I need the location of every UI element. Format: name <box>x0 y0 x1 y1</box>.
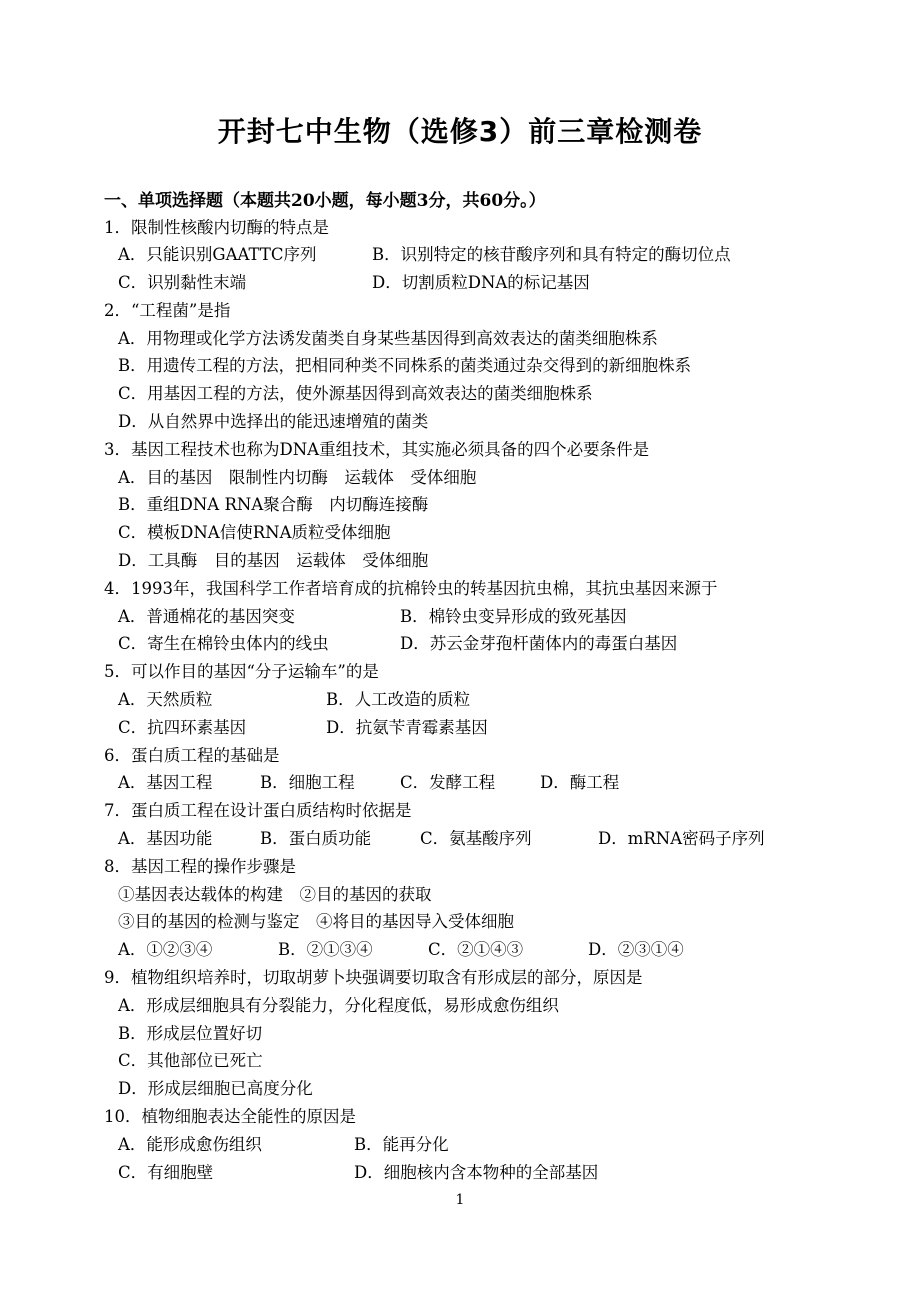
option-c: C．抗四环素基因 <box>118 718 247 737</box>
option-a: A．形成层细胞具有分裂能力，分化程度低，易形成愈伤组织 <box>118 996 559 1015</box>
option-b: B．人工改造的质粒 <box>326 690 471 709</box>
section-heading: 一、单项选择题（本题共20小题，每小题3分，共60分。） <box>104 191 546 211</box>
page-number: 1 <box>455 1192 465 1208</box>
option-a: A．只能识别GAATTC序列 <box>118 245 317 264</box>
option-a: A．目的基因 限制性内切酶 运载体 受体细胞 <box>118 468 477 487</box>
option-c: C．氨基酸序列 <box>420 829 532 848</box>
option-d: D．mRNA密码子序列 <box>598 829 765 848</box>
option-a: A．普通棉花的基因突变 <box>118 607 295 626</box>
question-stem: 9．植物组织培养时，切取胡萝卜块强调要切取含有形成层的部分，原因是 <box>104 968 643 987</box>
option-c: C．用基因工程的方法，使外源基因得到高效表达的菌类细胞株系 <box>118 384 593 403</box>
option-d: D．工具酶 目的基因 运载体 受体细胞 <box>118 551 429 570</box>
question-stem: 7．蛋白质工程在设计蛋白质结构时依据是 <box>104 801 412 820</box>
page-title: 开封七中生物（选修3）前三章检测卷 <box>217 115 703 148</box>
option-b: B．细胞工程 <box>260 773 355 792</box>
option-d: D．酶工程 <box>540 773 620 792</box>
option-b: B．能再分化 <box>354 1135 449 1154</box>
question-stem: 6．蛋白质工程的基础是 <box>104 746 280 765</box>
option-a: A．基因功能 <box>118 829 213 848</box>
option-b: B．②①③④ <box>278 940 373 959</box>
option-c: C．②①④③ <box>428 940 524 959</box>
question-stem: 2．“工程菌”是指 <box>104 301 231 320</box>
option-a: A．①②③④ <box>118 940 213 959</box>
option-c: C．寄生在棉铃虫体内的线虫 <box>118 634 329 653</box>
option-b: B．识别特定的核苷酸序列和具有特定的酶切位点 <box>372 245 731 264</box>
option-c: C．发酵工程 <box>400 773 496 792</box>
option-d: D．切割质粒DNA的标记基因 <box>372 273 590 292</box>
question-stem: 8．基因工程的操作步骤是 <box>104 857 296 876</box>
option-d: D．细胞核内含本物种的全部基因 <box>354 1163 599 1182</box>
option-a: A．天然质粒 <box>118 690 213 709</box>
option-c: C．识别黏性末端 <box>118 273 247 292</box>
option-d: D．苏云金芽孢杆菌体内的毒蛋白基因 <box>400 634 678 653</box>
question-stem: 4．1993年，我国科学工作者培育成的抗棉铃虫的转基因抗虫棉，其抗虫基因来源于 <box>104 579 718 598</box>
option-b: B．用遗传工程的方法，把相同种类不同株系的菌类通过杂交得到的新细胞株系 <box>118 356 692 375</box>
step-list-line: ①基因表达载体的构建 ②目的基因的获取 <box>118 885 432 904</box>
option-b: B．重组DNA RNA聚合酶 内切酶连接酶 <box>118 495 429 514</box>
question-stem: 1．限制性核酸内切酶的特点是 <box>104 218 329 237</box>
option-c: C．其他部位已死亡 <box>118 1051 263 1070</box>
question-stem: 5．可以作目的基因“分子运输车”的是 <box>104 662 379 681</box>
option-b: B．形成层位置好切 <box>118 1024 263 1043</box>
option-a: A．能形成愈伤组织 <box>118 1135 262 1154</box>
option-b: B．棉铃虫变异形成的致死基因 <box>400 607 627 626</box>
option-a: A．基因工程 <box>118 773 213 792</box>
question-stem: 10．植物细胞表达全能性的原因是 <box>104 1107 356 1126</box>
option-d: D．从自然界中选择出的能迅速增殖的菌类 <box>118 412 429 431</box>
question-stem: 3．基因工程技术也称为DNA重组技术，其实施必须具备的四个必要条件是 <box>104 440 650 459</box>
option-c: C．模板DNA信使RNA质粒受体细胞 <box>118 523 391 542</box>
option-d: D．抗氨苄青霉素基因 <box>326 718 488 737</box>
option-b: B．蛋白质功能 <box>260 829 372 848</box>
option-c: C．有细胞壁 <box>118 1163 214 1182</box>
option-d: D．②③①④ <box>588 940 684 959</box>
option-a: A．用物理或化学方法诱发菌类自身某些基因得到高效表达的菌类细胞株系 <box>118 329 658 348</box>
step-list-line: ③目的基因的检测与鉴定 ④将目的基因导入受体细胞 <box>118 912 514 931</box>
option-d: D．形成层细胞已高度分化 <box>118 1079 313 1098</box>
